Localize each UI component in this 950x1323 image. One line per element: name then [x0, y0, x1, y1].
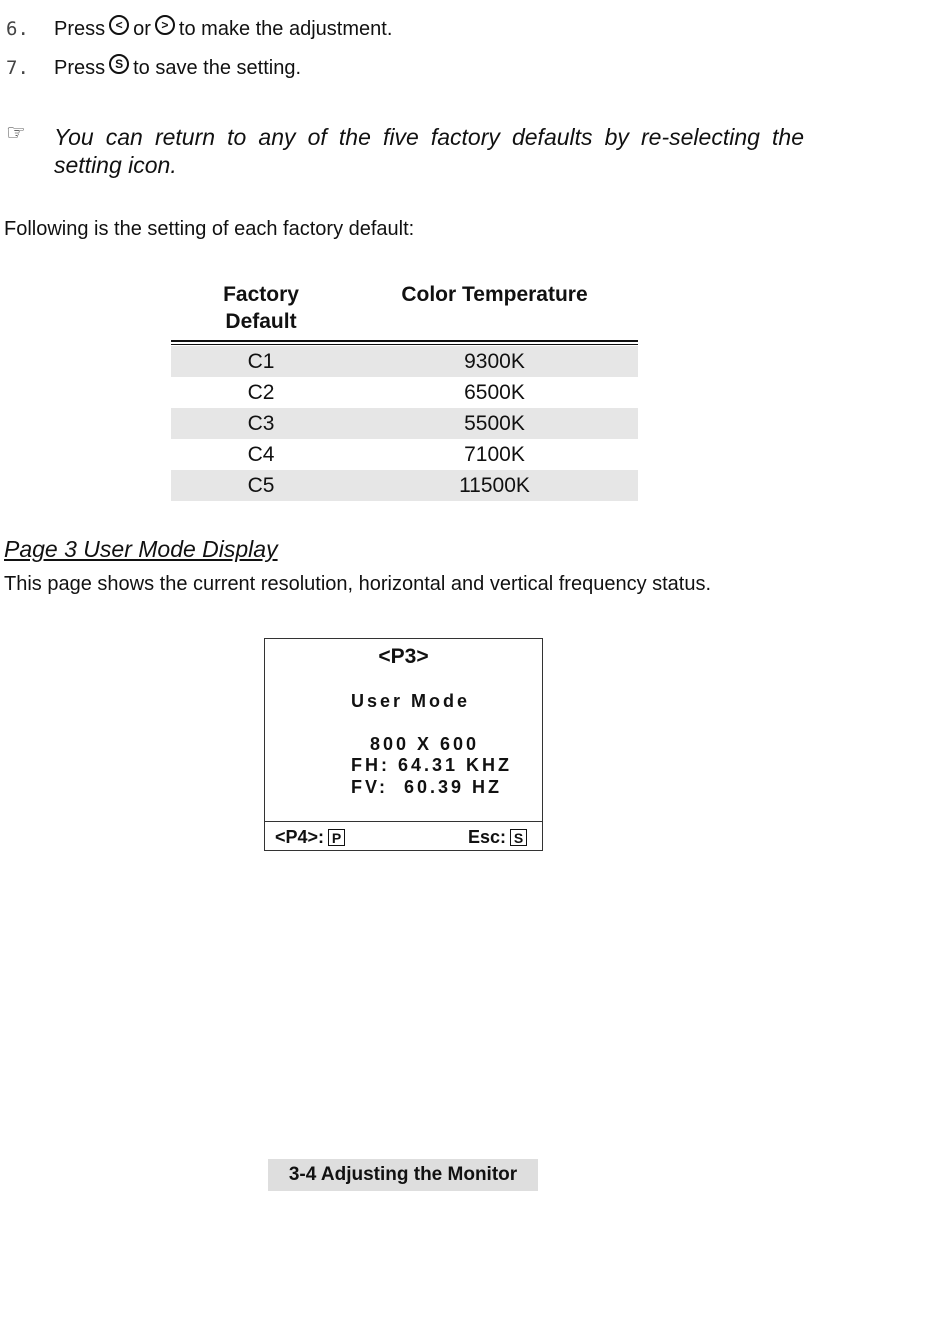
step-text-part: to save the setting. [133, 57, 302, 79]
osd-esc-label: Esc: [468, 827, 507, 847]
osd-next-page [275, 827, 345, 848]
note-text: You can return to any of the five factory defaults by re-selecting the setting icon. [54, 124, 804, 178]
section-title: Page 3 User Mode Display [4, 536, 278, 562]
osd-divider [265, 821, 542, 822]
step-number: 7. [6, 57, 29, 79]
table-row: C2 6500K [247, 380, 525, 404]
table-row: C5 11500K [171, 470, 638, 501]
column-header-color-temperature: Color Temperature [401, 283, 588, 306]
section-description: This page shows the current resolution, horizontal and vertical frequency status. [4, 573, 712, 595]
osd-next-label: <P4>: [275, 827, 325, 847]
table-row: C4 7100K [247, 442, 525, 466]
s-button-icon: S [109, 54, 129, 74]
chevron-left-icon: < [109, 15, 129, 35]
osd-escape [468, 827, 527, 848]
pointing-hand-icon: ☞ [6, 120, 26, 145]
step-7 [0, 55, 950, 81]
header-rule [171, 344, 638, 345]
table-row: C3 5500K [171, 408, 638, 439]
osd-vertical-frequency: FV: 60.39 HZ [351, 777, 503, 797]
step-text-part: Press [54, 57, 106, 79]
step-text-part: or [133, 18, 151, 40]
step-6 [0, 16, 950, 42]
table-row: C1 9300K [171, 346, 638, 377]
chevron-right-icon: > [155, 15, 175, 35]
step-text-part: to make the adjustment. [178, 18, 393, 40]
column-header-factory-default: Factory Default [223, 283, 299, 333]
osd-panel [264, 638, 543, 851]
header-rule [171, 340, 638, 342]
step-number: 6. [6, 18, 29, 40]
osd-mode-label: User Mode [351, 691, 471, 711]
p-key-icon: P [328, 829, 345, 846]
osd-resolution: 800 X 600 [370, 734, 480, 754]
factory-defaults-table [171, 281, 638, 501]
osd-page-indicator: <P3> [378, 645, 429, 668]
osd-horizontal-frequency: FH: 64.31 KHZ [351, 755, 513, 775]
intro-text: Following is the setting of each factory default: [4, 218, 415, 240]
step-text-part: Press [54, 18, 106, 40]
page-footer: 3-4 Adjusting the Monitor [268, 1159, 538, 1191]
s-key-icon: S [510, 829, 527, 846]
